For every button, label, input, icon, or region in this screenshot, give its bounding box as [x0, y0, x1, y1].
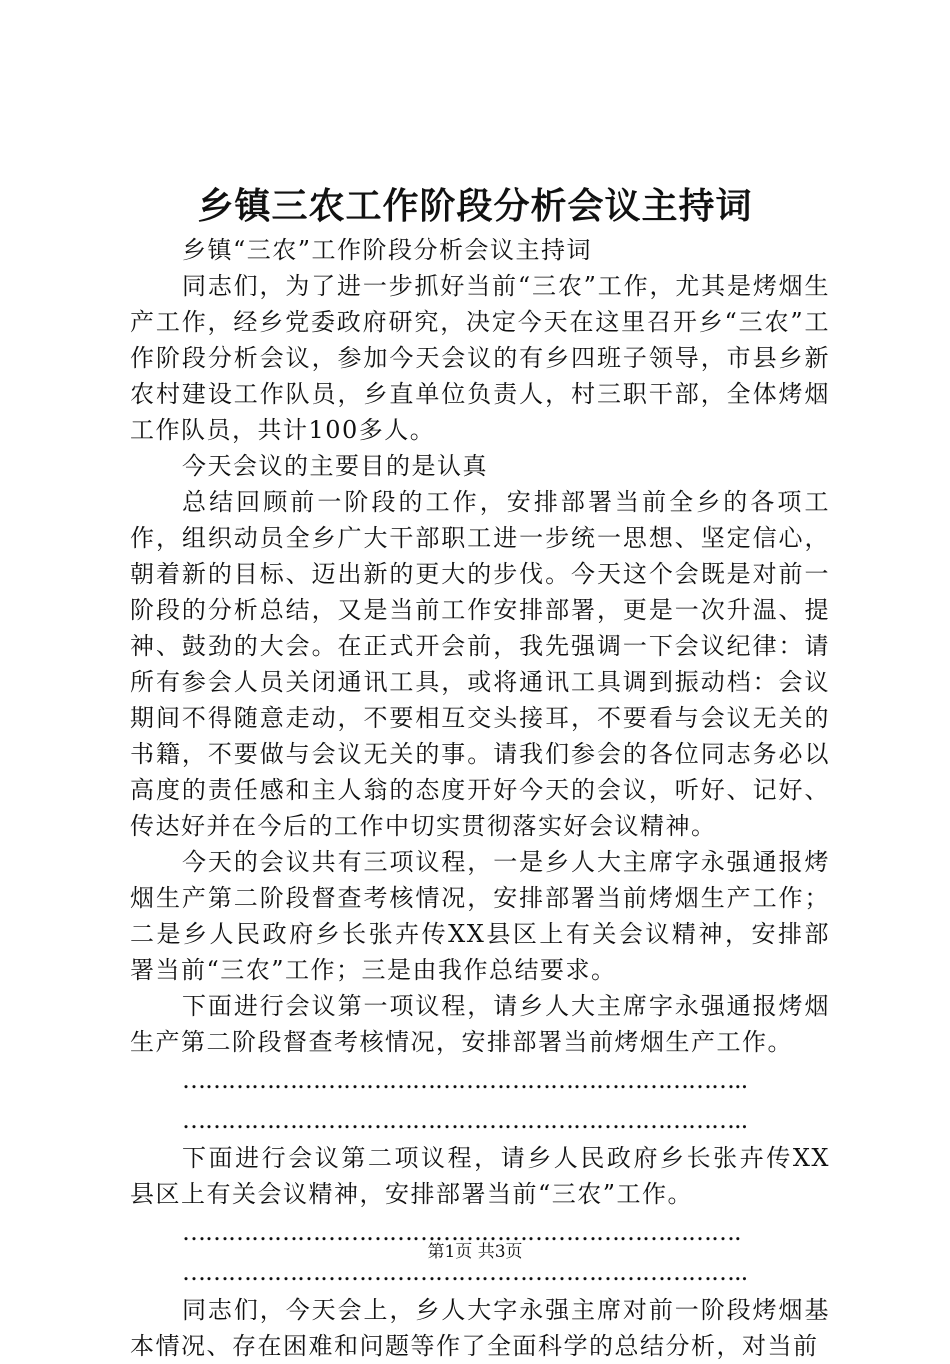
document-body	[130, 232, 830, 1364]
ellipsis-line: ………………………………………………………………..	[182, 1258, 748, 1286]
paragraph-agenda-item-1: 下面进行会议第一项议程，请乡人大主席字永强通报烤烟生产第二阶段督查考核情况，安排部署当前烤烟生产工作。	[130, 992, 830, 1056]
paragraph-agenda: 今天的会议共有三项议程，一是乡人大主席字永强通报烤烟生产第二阶段督查考核情况，安排部署当前烤烟生产工作；二是乡人民政府乡长张卉传XX县区上有关会议精神，安排部署当前“三农”工作；三是由我作总结要求。	[130, 848, 830, 984]
paragraph-agenda-item-2: 下面进行会议第二项议程，请乡人民政府乡长张卉传XX县区上有关会议精神，安排部署当前“三农”工作。	[130, 1144, 830, 1208]
paragraph-opening: 同志们，为了进一步抓好当前“三农”工作，尤其是烤烟生产工作，经乡党委政府研究，决定今天在这里召开乡“三农”工作阶段分析会议，参加今天会议的有乡四班子领导，市县乡新农村建设工作队员，乡直单位负责人，村三职干部，全体烤烟工作队员，共计100多人。	[130, 272, 830, 444]
ellipsis-line: ………………………………………………………………..	[182, 1106, 748, 1134]
ellipsis-line: ………………………………………………………………..	[182, 1066, 748, 1094]
ellipsis-line: ……………………………………………………………….	[182, 1218, 741, 1246]
paragraph-purpose: 今天会议的主要目的是认真	[182, 452, 488, 480]
paragraph-summary: 总结回顾前一阶段的工作，安排部署当前全乡的各项工作，组织动员全乡广大干部职工进一步统一思想、坚定信心，朝着新的目标、迈出新的更大的步伐。今天这个会既是对前一阶段的分析总结，又是当前工作安排部署，更是一次升温、提神、鼓劲的大会。在正式开会前，我先强调一下会议纪律：请所有参会人员关闭通讯工具，或将通讯工具调到振动档：会议期间不得随意走动，不要相互交头接耳，不要看与会议无关的书籍，不要做与会议无关的事。请我们参会的各位同志务必以高度的责任感和主人翁的态度开好今天的会议，听好、记好、传达好并在今后的工作中切实贯彻落实好会议精神。	[130, 488, 830, 840]
document-title: 乡镇三农工作阶段分析会议主持词	[197, 185, 753, 227]
paragraph-subtitle: 乡镇“三农”工作阶段分析会议主持词	[182, 236, 593, 264]
page-footer: 第1页 共3页	[427, 1242, 523, 1262]
paragraph-closing: 同志们，今天会上，乡人大字永强主席对前一阶段烤烟基本情况、存在困难和问题等作了全面科学的总结分析，对当前	[130, 1296, 830, 1360]
